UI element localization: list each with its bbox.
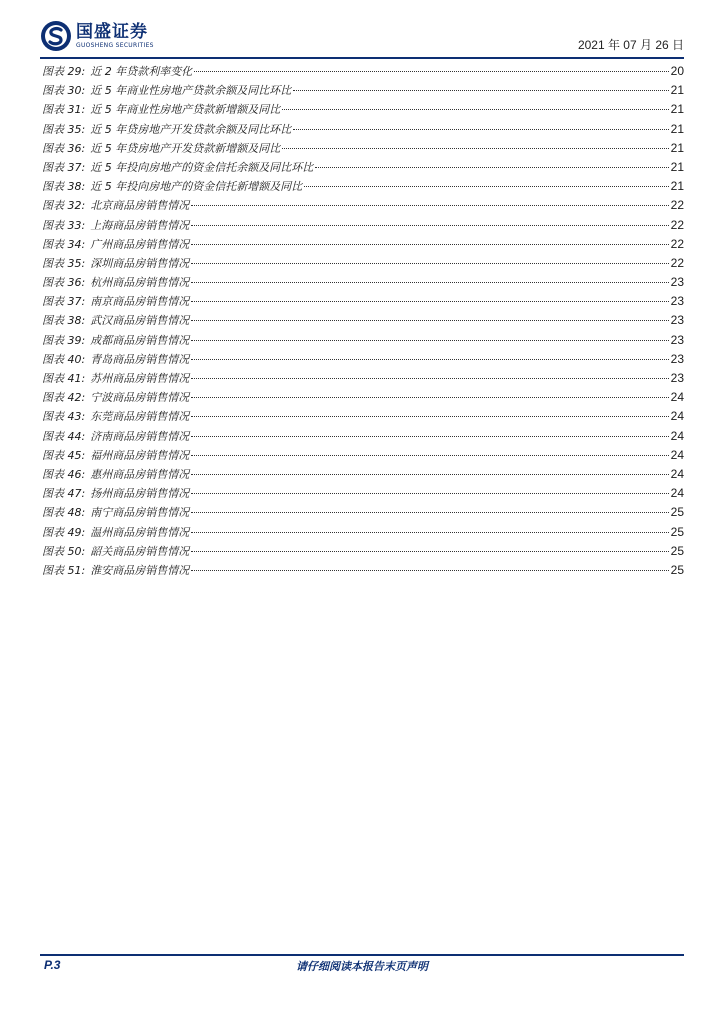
toc-page-number: 24 bbox=[670, 409, 684, 424]
toc-page-number: 23 bbox=[670, 275, 684, 290]
logo-subtitle: GUOSHENG SECURITIES bbox=[76, 41, 154, 49]
toc-page-number: 20 bbox=[670, 64, 684, 78]
toc-dot-leader bbox=[191, 263, 668, 264]
toc-dot-leader bbox=[191, 570, 668, 571]
toc-figure-number: 图表 39: bbox=[42, 333, 86, 347]
toc-entry[interactable] bbox=[42, 484, 684, 503]
figure-index-list bbox=[42, 62, 684, 580]
toc-dot-leader bbox=[304, 186, 668, 187]
toc-figure-title: 福州商品房销售情况 bbox=[90, 448, 190, 462]
toc-figure-number: 图表 33: bbox=[42, 218, 86, 232]
toc-page-number: 22 bbox=[670, 198, 684, 213]
toc-figure-number: 图表 32: bbox=[42, 199, 86, 213]
toc-figure-number: 图表 36: bbox=[42, 276, 86, 290]
toc-page-number: 22 bbox=[670, 217, 684, 232]
toc-figure-number: 图表 36: bbox=[42, 141, 86, 155]
toc-figure-title: 南宁商品房销售情况 bbox=[90, 506, 190, 520]
toc-dot-leader bbox=[191, 205, 668, 206]
toc-entry[interactable] bbox=[42, 311, 684, 330]
toc-dot-leader bbox=[191, 359, 668, 360]
toc-page-number: 22 bbox=[670, 255, 684, 270]
toc-entry[interactable] bbox=[42, 81, 684, 100]
toc-page-number: 25 bbox=[670, 524, 684, 539]
toc-page-number: 23 bbox=[670, 332, 684, 347]
toc-dot-leader bbox=[191, 416, 668, 417]
toc-figure-number: 图表 37: bbox=[42, 295, 86, 309]
toc-entry[interactable] bbox=[42, 407, 684, 426]
toc-figure-number: 图表 38: bbox=[42, 314, 86, 328]
toc-entry[interactable] bbox=[42, 369, 684, 388]
toc-page-number: 21 bbox=[670, 83, 684, 98]
toc-entry[interactable] bbox=[42, 177, 684, 196]
toc-figure-number: 图表 29: bbox=[42, 65, 86, 78]
toc-page-number: 21 bbox=[670, 159, 684, 174]
toc-figure-number: 图表 41: bbox=[42, 372, 86, 385]
toc-dot-leader bbox=[191, 301, 668, 302]
toc-figure-title: 武汉商品房销售情况 bbox=[90, 314, 190, 328]
toc-entry[interactable] bbox=[42, 120, 684, 139]
toc-page-number: 24 bbox=[670, 428, 684, 443]
toc-figure-number: 图表 44: bbox=[42, 429, 86, 443]
toc-entry[interactable] bbox=[42, 158, 684, 177]
toc-entry[interactable] bbox=[42, 427, 684, 446]
toc-entry[interactable] bbox=[42, 542, 684, 561]
toc-figure-title: 东莞商品房销售情况 bbox=[90, 410, 190, 424]
toc-page-number: 25 bbox=[670, 562, 684, 577]
toc-page-number: 21 bbox=[670, 140, 684, 155]
toc-figure-number: 图表 48: bbox=[42, 506, 86, 520]
toc-figure-title: 深圳商品房销售情况 bbox=[90, 256, 190, 270]
toc-figure-title: 温州商品房销售情况 bbox=[90, 525, 190, 539]
toc-figure-title: 近 2 年贷款利率变化 bbox=[90, 65, 193, 78]
toc-figure-number: 图表 51: bbox=[42, 563, 86, 577]
toc-figure-number: 图表 31: bbox=[42, 103, 86, 117]
toc-figure-title: 近 5 年商业性房地产贷款新增额及同比 bbox=[90, 103, 281, 117]
toc-dot-leader bbox=[191, 455, 668, 456]
toc-page-number: 24 bbox=[670, 390, 684, 405]
toc-page-number: 24 bbox=[670, 486, 684, 501]
toc-entry[interactable] bbox=[42, 254, 684, 273]
logo-name: 国盛证券 bbox=[76, 21, 148, 42]
toc-entry[interactable] bbox=[42, 331, 684, 350]
toc-dot-leader bbox=[191, 397, 668, 398]
toc-page-number: 23 bbox=[670, 313, 684, 328]
page-number: P.3 bbox=[44, 958, 61, 972]
toc-entry[interactable] bbox=[42, 100, 684, 119]
toc-figure-title: 广州商品房销售情况 bbox=[90, 237, 190, 251]
toc-figure-number: 图表 42: bbox=[42, 391, 86, 405]
toc-page-number: 25 bbox=[670, 505, 684, 520]
toc-entry[interactable] bbox=[42, 273, 684, 292]
toc-figure-title: 近 5 年贷房地产开发贷款余额及同比环比 bbox=[90, 122, 292, 136]
toc-figure-number: 图表 46: bbox=[42, 467, 86, 481]
toc-figure-number: 图表 35: bbox=[42, 256, 86, 270]
toc-dot-leader bbox=[191, 493, 668, 494]
toc-dot-leader bbox=[191, 320, 668, 321]
toc-figure-title: 宁波商品房销售情况 bbox=[90, 391, 190, 405]
toc-page-number: 21 bbox=[670, 121, 684, 136]
toc-figure-number: 图表 37: bbox=[42, 160, 86, 174]
company-logo bbox=[40, 18, 154, 54]
toc-page-number: 21 bbox=[670, 102, 684, 117]
toc-page-number: 24 bbox=[670, 447, 684, 462]
toc-dot-leader bbox=[191, 282, 668, 283]
toc-entry[interactable] bbox=[42, 292, 684, 311]
toc-entry[interactable] bbox=[42, 523, 684, 542]
toc-figure-title: 杭州商品房销售情况 bbox=[90, 276, 190, 290]
toc-figure-number: 图表 34: bbox=[42, 237, 86, 251]
toc-dot-leader bbox=[191, 436, 668, 437]
toc-page-number: 23 bbox=[670, 351, 684, 366]
toc-figure-number: 图表 38: bbox=[42, 180, 86, 194]
toc-figure-number: 图表 49: bbox=[42, 525, 86, 539]
toc-dot-leader bbox=[191, 225, 668, 226]
toc-page-number: 22 bbox=[670, 236, 684, 251]
page-header bbox=[40, 18, 684, 56]
toc-figure-number: 图表 40: bbox=[42, 352, 86, 366]
toc-dot-leader bbox=[191, 340, 668, 341]
toc-dot-leader bbox=[191, 551, 668, 552]
toc-figure-title: 北京商品房销售情况 bbox=[90, 199, 190, 213]
toc-dot-leader bbox=[194, 71, 668, 72]
toc-dot-leader bbox=[191, 532, 668, 533]
report-date: 2021 年 07 月 26 日 bbox=[577, 38, 684, 52]
toc-dot-leader bbox=[191, 474, 668, 475]
toc-figure-title: 南京商品房销售情况 bbox=[90, 295, 190, 309]
toc-entry[interactable] bbox=[42, 235, 684, 254]
toc-dot-leader bbox=[282, 109, 668, 110]
toc-entry[interactable] bbox=[42, 388, 684, 407]
toc-dot-leader bbox=[191, 512, 668, 513]
toc-figure-number: 图表 50: bbox=[42, 544, 86, 558]
toc-figure-title: 成都商品房销售情况 bbox=[90, 333, 190, 347]
toc-page-number: 23 bbox=[670, 294, 684, 309]
toc-page-number: 25 bbox=[670, 543, 684, 558]
toc-figure-number: 图表 45: bbox=[42, 448, 86, 462]
toc-dot-leader bbox=[315, 167, 668, 168]
toc-entry[interactable] bbox=[42, 62, 684, 81]
toc-entry[interactable] bbox=[42, 196, 684, 215]
toc-figure-title: 近 5 年投向房地产的资金信托余额及同比环比 bbox=[90, 160, 314, 174]
header-divider bbox=[40, 57, 684, 59]
guosheng-logo-icon bbox=[40, 20, 72, 52]
toc-dot-leader bbox=[293, 129, 668, 130]
toc-figure-number: 图表 47: bbox=[42, 487, 86, 501]
toc-figure-title: 近 5 年商业性房地产贷款余额及同比环比 bbox=[90, 84, 292, 98]
toc-entry[interactable] bbox=[42, 446, 684, 465]
toc-figure-title: 青岛商品房销售情况 bbox=[90, 352, 190, 366]
toc-dot-leader bbox=[191, 244, 668, 245]
toc-entry[interactable] bbox=[42, 216, 684, 235]
toc-page-number: 21 bbox=[670, 179, 684, 194]
toc-figure-number: 图表 35: bbox=[42, 122, 86, 136]
toc-figure-title: 惠州商品房销售情况 bbox=[90, 467, 190, 481]
toc-entry[interactable] bbox=[42, 350, 684, 369]
toc-figure-number: 图表 30: bbox=[42, 84, 86, 98]
toc-figure-title: 扬州商品房销售情况 bbox=[90, 487, 190, 501]
toc-entry[interactable] bbox=[42, 465, 684, 484]
toc-figure-title: 近 5 年贷房地产开发贷款新增额及同比 bbox=[90, 141, 281, 155]
toc-figure-title: 韶关商品房销售情况 bbox=[90, 544, 190, 558]
toc-dot-leader bbox=[282, 148, 668, 149]
toc-dot-leader bbox=[191, 378, 668, 379]
toc-figure-title: 淮安商品房销售情况 bbox=[90, 563, 190, 577]
toc-page-number: 24 bbox=[670, 466, 684, 481]
toc-figure-title: 上海商品房销售情况 bbox=[90, 218, 190, 232]
toc-dot-leader bbox=[293, 90, 668, 91]
toc-page-number: 23 bbox=[670, 371, 684, 385]
toc-figure-title: 济南商品房销售情况 bbox=[90, 429, 190, 443]
footer-divider bbox=[40, 954, 684, 956]
toc-entry[interactable] bbox=[42, 139, 684, 158]
toc-figure-title: 苏州商品房销售情况 bbox=[90, 372, 190, 385]
toc-entry[interactable] bbox=[42, 503, 684, 522]
disclaimer-note: 请仔细阅读本报告末页声明 bbox=[296, 960, 428, 973]
toc-figure-number: 图表 43: bbox=[42, 410, 86, 424]
toc-entry[interactable] bbox=[42, 561, 684, 580]
toc-figure-title: 近 5 年投向房地产的资金信托新增额及同比 bbox=[90, 180, 303, 194]
